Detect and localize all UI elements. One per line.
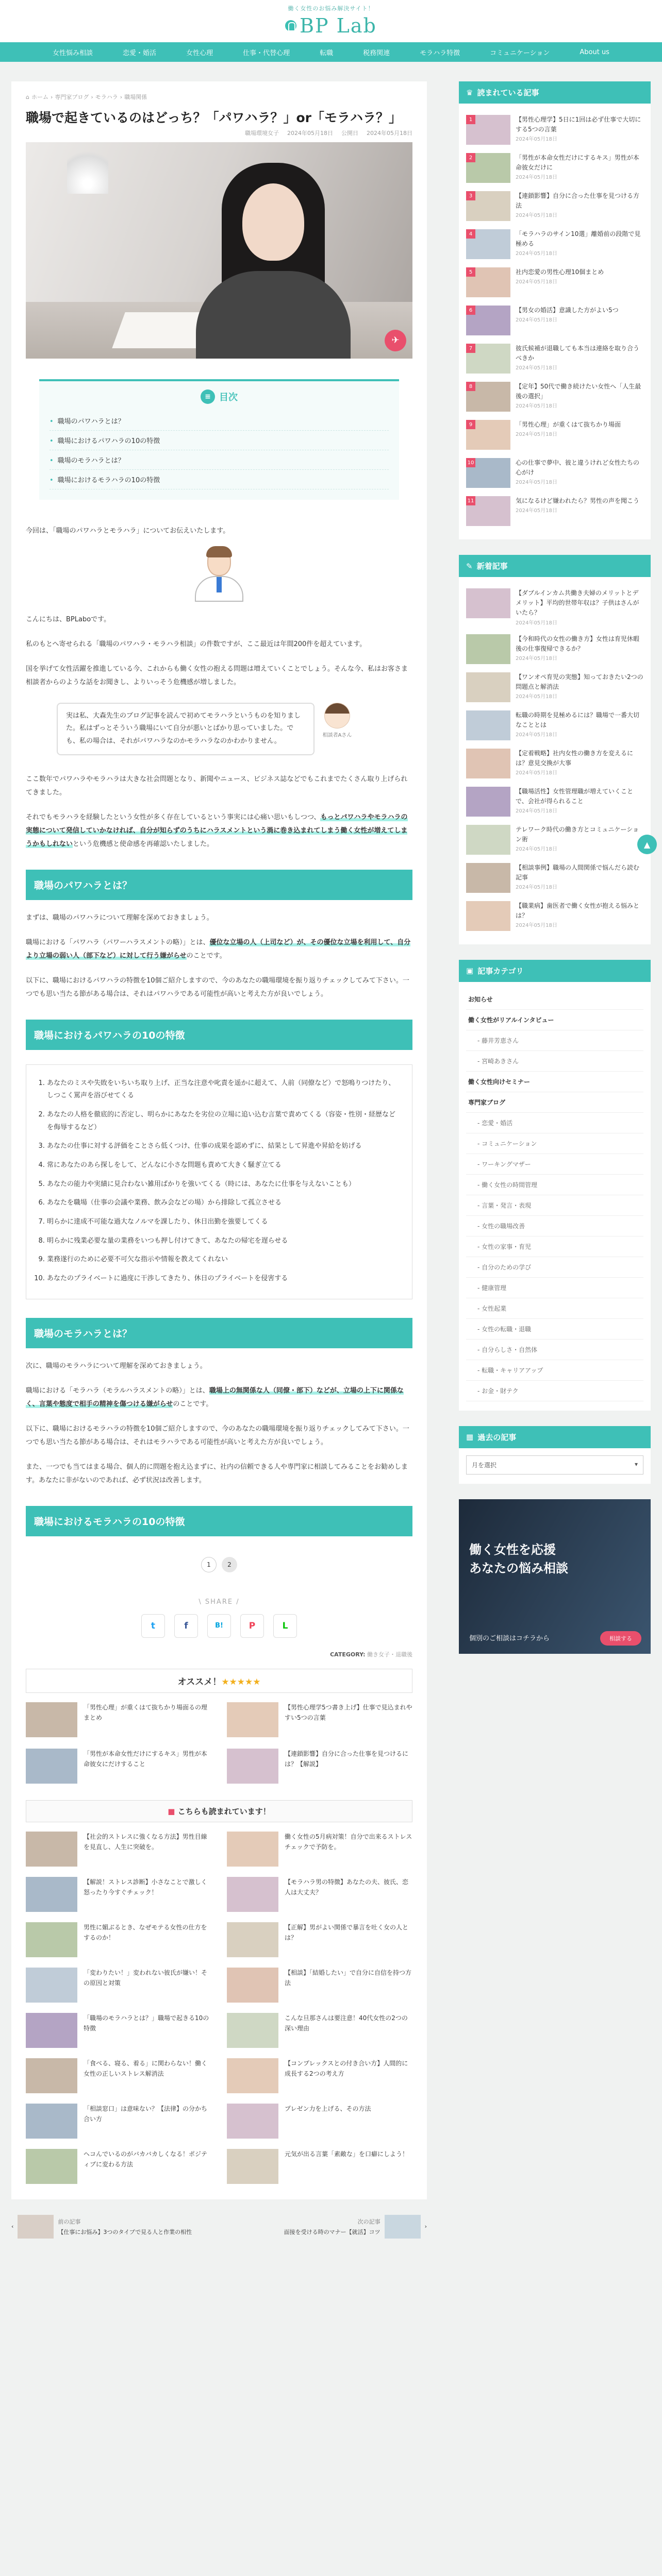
- list-item[interactable]: [26, 1922, 211, 1957]
- toc-item[interactable]: • 職場におけるモラハラの10の特徴: [49, 470, 389, 489]
- nav-item[interactable]: 税務関連: [363, 49, 390, 57]
- category-item[interactable]: - 言葉・発言・表現: [466, 1195, 643, 1216]
- list-item-title: 【モラハラ男の特徴】あなたの夫、彼氏、恋人は大丈夫？: [285, 1878, 409, 1896]
- thumbnail: [227, 1877, 278, 1912]
- list-item-title: 【男女の婚活】意識した方がよい5つ: [516, 307, 619, 314]
- list-item[interactable]: [466, 225, 643, 263]
- list-item-title: テレワーク時代の働き方とコミュニケーション術: [516, 825, 639, 843]
- list-item-date: 2024年05月18日: [516, 884, 557, 890]
- feature-item: 9. 業務遂行のために必要不可欠な指示や情報を教えてくれない: [47, 1250, 402, 1269]
- site-header: [0, 0, 662, 42]
- balloon-text: 実は私、大森先生のブログ記事を読んで初めてモラハラというものを知りました。私はずっとそういう職場にいて自分が悪いとばかり思っていました。でも、私の場合は、それがパワハラなのかモラハラなのかわかりません。: [57, 703, 315, 755]
- highlight-text: 職場上の無関係な人（同僚・部下）などが、立場の上下に関係なく、言葉や態度で相手の精神を傷つける嫌がらせ: [26, 1386, 404, 1408]
- category-item[interactable]: - 恋愛・婚活: [466, 1113, 643, 1133]
- list-item[interactable]: [466, 492, 643, 530]
- nav-item[interactable]: 女性悩み相談: [53, 49, 93, 57]
- thumbnail: [26, 2058, 77, 2093]
- list-item-title: 【正解】男がよい関係で暴言を吐く女の人とは？: [285, 1923, 409, 1942]
- list-item-title: 【ダブルインカム共働き夫婦のメリットとデメリット】平均的世帯年収は？子供はさんがいたら？: [516, 589, 639, 617]
- list-item-title: 社内恋愛の男性心理10個まとめ: [516, 268, 604, 276]
- list-item-date: 2024年05月18日: [516, 317, 557, 324]
- chevron-down-icon: ▾: [634, 1460, 638, 1468]
- list-item-date: 2024年05月18日: [516, 251, 557, 257]
- share-buttons: [26, 1614, 412, 1638]
- thumbnail: 2: [466, 153, 510, 183]
- list-item[interactable]: [466, 187, 643, 225]
- pen-icon: ✎: [466, 561, 473, 571]
- logo-text: BP Lab: [300, 14, 377, 37]
- thumbnail: [466, 588, 510, 618]
- page-2[interactable]: 2: [222, 1557, 237, 1572]
- list-item-title: 【相談】「結婚したい」で自分に自信を持つ方法: [285, 1969, 412, 1987]
- thumbnail: [227, 2058, 278, 2093]
- list-item-title: 「男性が本命女性だけにするキス」男性が本命彼女にだけすること: [84, 1750, 207, 1768]
- list-item-title: 【男性心理学5つ書き上げ】仕事で見込まれやすい5つの言葉: [285, 1703, 412, 1722]
- list-item-title: 【コンプレックスとの付き合い方】人間的に成長する2つの考え方: [285, 2059, 408, 2078]
- list-item-title: 彼氏候補が退職しても本当は連絡を取り合うべきか: [516, 345, 640, 362]
- scroll-top-button[interactable]: ▲: [637, 835, 657, 854]
- thumbnail: [227, 1702, 278, 1737]
- list-item[interactable]: [26, 1702, 211, 1737]
- folder-icon: ▣: [466, 966, 474, 976]
- list-item[interactable]: [26, 2013, 211, 2048]
- list-item[interactable]: [466, 111, 643, 149]
- thumbnail: 11: [466, 496, 510, 526]
- breadcrumb-sub[interactable]: 職場関係: [124, 94, 147, 100]
- list-item[interactable]: [466, 378, 643, 416]
- body-text: 私のもとへ寄せられる「職場のパワハラ・モラハラ相談」の件数ですが、ここ最近は年間200件を超えています。: [26, 640, 367, 648]
- share-icon[interactable]: ✈: [385, 330, 406, 351]
- thumbnail: 10: [466, 458, 510, 488]
- list-item[interactable]: [227, 2013, 412, 2048]
- thumbnail: [26, 2104, 77, 2139]
- list-item-title: 「男性心理」が重くはて抜ちかり場面: [516, 421, 621, 428]
- share-label: \ SHARE /: [198, 1598, 240, 1606]
- list-item-date: 2024年05月18日: [516, 620, 557, 626]
- list-item-title: プレゼン力を上げる、その方法: [285, 2105, 371, 2112]
- nav-item[interactable]: 恋愛・婚活: [123, 49, 157, 57]
- category-item[interactable]: - 女性の職場改善: [466, 1216, 643, 1236]
- thumbnail: [26, 1832, 77, 1867]
- body-text: 職場における「パワハラ（パワーハラスメントの略）」とは、優位な立場の人（上司など）が、その優位な立場を利用して、自分より立場の弱い人（部下など）に対して行う嫌がらせのことです。: [26, 938, 411, 960]
- list-item[interactable]: [466, 744, 643, 783]
- sidebar: [459, 81, 651, 1669]
- page-title: 職場で起きているのはどっち？「パワハラ？」or「モラハラ？」: [26, 110, 402, 125]
- list-item-title: 「相談窓口」は意味ない？【法律】の分かち合い方: [84, 2105, 208, 2123]
- thumbnail: [466, 825, 510, 855]
- thumbnail: [227, 2013, 278, 2048]
- toc-item[interactable]: • 職場のパワハラとは？: [49, 411, 389, 431]
- updated-date: 2024年05月18日: [367, 129, 412, 137]
- feature-item: 7. 明らかに達成不可能な過大なノルマを課したり、休日出勤を強要してくる: [47, 1213, 402, 1232]
- list-item[interactable]: [26, 2058, 211, 2093]
- list-item-date: 2024年05月18日: [516, 480, 557, 486]
- list-item-date: 2024年05月18日: [516, 770, 557, 776]
- greeting-text: こんにちは、BPLaboです。: [26, 615, 111, 623]
- toc-item[interactable]: • 職場におけるパワハラの10の特徴: [49, 431, 389, 450]
- list-item-title: 【男性心理学】5日に1回は必ず仕事で大切にする5つの言葉: [516, 116, 641, 133]
- breadcrumb-blog[interactable]: 専門家ブログ: [55, 94, 89, 100]
- site-tagline: 働く女性のお悩み解決サイト！: [288, 5, 374, 12]
- archive-box: [459, 1448, 651, 1484]
- post-date: 2024年05月18日: [287, 129, 333, 137]
- balloon-name: 相談者Aさん: [322, 732, 352, 738]
- list-item-title: 【今和時代の女性の働き方】女性は育児休暇後の仕事復帰できるか？: [516, 635, 640, 652]
- twitter-icon[interactable]: t: [141, 1614, 165, 1638]
- thumbnail: [26, 1749, 77, 1784]
- list-item-title: 【連鎖影響】自分に合った仕事を見つける方法: [516, 192, 640, 210]
- body-text: 国を挙げて女性活躍を推進している今、これからも働く女性の抱える問題は増えていくことでしょう。そんな今、私はお客さま相談者からのような話をお聞きし、よりいっそう危機感が増しました。: [26, 665, 408, 686]
- list-item-title: 男性に媚ぶるとき、なぜモテる女性の仕方をするのか！: [84, 1923, 207, 1942]
- thumbnail: [227, 1968, 278, 2003]
- list-item-title: 「変わりたい！」変われない彼氏が嫌い！その原因と対策: [84, 1969, 208, 1987]
- list-item-title: 【解説！ストレス診断】小さなことで激しく怒ったり今すぐチェック！: [84, 1878, 207, 1896]
- list-item[interactable]: [227, 1832, 412, 1867]
- list-item-title: 「食べる、寝る、着る」に関わらない！働く女性の正しいストレス解消法: [84, 2059, 208, 2078]
- thumbnail: [26, 2013, 77, 2048]
- post-nav: [11, 2215, 427, 2239]
- toc-title: 目次: [219, 392, 238, 403]
- category-item[interactable]: お知らせ: [466, 989, 643, 1010]
- breadcrumb-cat[interactable]: モラハラ: [95, 94, 118, 100]
- list-item[interactable]: [466, 149, 643, 187]
- hero-image: [26, 142, 412, 359]
- thumbnail: 7: [466, 344, 510, 374]
- page-1[interactable]: 1: [201, 1557, 217, 1572]
- thumbnail: 3: [466, 191, 510, 221]
- category-item[interactable]: - 自分のための学び: [466, 1257, 643, 1278]
- feature-item: 2. あなたの人格を徹底的に否定し、明らかにあなたを劣位の立場に追い込む言葉で責めてくる（容姿・性別・経歴などを侮辱するなど）: [47, 1106, 402, 1137]
- nav-item[interactable]: 転職: [320, 49, 334, 57]
- breadcrumb-home[interactable]: ホーム: [31, 94, 48, 100]
- consult-banner[interactable]: 働く女性を応援 あなたの悩み相談 個別のご相談はコチラから 相談する: [459, 1499, 651, 1654]
- thumbnail: [466, 672, 510, 702]
- section-heading: 職場のパワハラとは？: [26, 870, 412, 900]
- list-item-title: 【定年】50代で働き続けたい女性へ「人生最後の選択」: [516, 383, 641, 400]
- category-item[interactable]: - 転職・キャリアアップ: [466, 1360, 643, 1381]
- section-heading: 職場のモラハラとは？: [26, 1318, 412, 1348]
- author-name[interactable]: 職場環境女子: [245, 129, 279, 137]
- list-item[interactable]: [227, 2104, 412, 2139]
- list-item[interactable]: [466, 263, 643, 301]
- popular-list: [459, 104, 651, 539]
- category-item[interactable]: - 働く女性の時間管理: [466, 1175, 643, 1195]
- more-heading: ■ こちらも読まれています！: [26, 1800, 412, 1822]
- list-item[interactable]: [466, 668, 643, 706]
- thumbnail: [26, 1702, 77, 1737]
- list-item-title: 【連鎖影響】自分に合った仕事を見つけるには？【解説】: [285, 1750, 409, 1768]
- list-item-title: 「職場のモラハラとは？」職場で起きる10の特徴: [84, 2014, 209, 2032]
- category-item[interactable]: - 自分らしさ・自然体: [466, 1340, 643, 1360]
- list-item[interactable]: [466, 821, 643, 859]
- thumbnail: [466, 901, 510, 931]
- updated-label: 公開日: [341, 129, 358, 137]
- thumbnail: [227, 2149, 278, 2184]
- thumbnail: [26, 2149, 77, 2184]
- nav-item[interactable]: 女性心理: [186, 49, 213, 57]
- list-item-date: 2024年05月18日: [516, 403, 557, 410]
- category-item[interactable]: - 藤井芳恵さん: [466, 1030, 643, 1051]
- list-item[interactable]: [466, 897, 643, 935]
- list-item[interactable]: [26, 1749, 211, 1784]
- list-item-date: 2024年05月18日: [516, 508, 557, 514]
- thumbnail: 4: [466, 229, 510, 259]
- thumbnail: 1: [466, 115, 510, 145]
- crown-icon: ♛: [466, 88, 473, 97]
- nav-item[interactable]: モラハラ特徴: [420, 49, 460, 57]
- list-item-title: 気になるけど嫌われたら？男性の声を聞こう: [516, 497, 640, 504]
- list-item-title: 元気が出る言葉「素敵な」を口癖にしよう！: [285, 2150, 409, 2158]
- table-of-contents: [39, 379, 399, 500]
- thumbnail: 9: [466, 420, 510, 450]
- category-item[interactable]: - 健康管理: [466, 1278, 643, 1298]
- thumbnail: [26, 1877, 77, 1912]
- list-item-date: 2024年05月18日: [516, 732, 557, 738]
- list-item-date: 2024年05月18日: [516, 432, 557, 438]
- thumbnail: [227, 1749, 278, 1784]
- category-heading: ▣ 記事カテゴリ: [459, 960, 651, 982]
- category-item[interactable]: - 宮崎あきさん: [466, 1051, 643, 1072]
- next-post-link[interactable]: 次の記事 面接を受ける時のマナー【就活】コツ ›: [241, 2215, 427, 2239]
- list-item[interactable]: [466, 584, 643, 630]
- feature-item: 4. 常にあなたのあら探しをして、どんなに小さな問題も責めて大きく騒ぎ立てる: [47, 1156, 402, 1175]
- list-item-date: 2024年05月18日: [516, 922, 557, 928]
- related-grid: [26, 1832, 412, 2048]
- list-item-title: ヘコんでいるのがバカバカしくなる！ポジティブに変わる方法: [84, 2150, 208, 2168]
- nav-item[interactable]: 仕事・代替心理: [243, 49, 290, 57]
- body-text: ここ数年でパワハラやモラハラは大きな社会問題となり、新聞やニュース、ビジネス誌などでもこれまでたくさん取り上げられてきました。: [26, 775, 408, 796]
- list-item-date: 2024年05月18日: [516, 137, 557, 143]
- thumbnail: [26, 1922, 77, 1957]
- list-item[interactable]: [227, 2058, 412, 2093]
- list-item-title: 【職業病】歯医者で働く女性が抱える悩みとは？: [516, 902, 640, 919]
- list-item[interactable]: [466, 859, 643, 897]
- list-item-title: 【ワンオペ育児の実態】知っておきたい2つの問題点と解消法: [516, 673, 643, 690]
- body-text: 以下に、職場におけるパワハラの特徴を10個ご紹介しますので、今のあなたの職場環境を振り返りチェックしてみて下さい。一つでも思い当たる節がある場合は、それはパワハラである可能性が高いと考えた方が良いでしょう。: [26, 976, 409, 998]
- article: [11, 81, 427, 2199]
- list-item[interactable]: [26, 2104, 211, 2139]
- recommend-heading: オススメ！★★★★★: [26, 1669, 412, 1693]
- body-text: 次に、職場のモラハラについて理解を深めておきましょう。: [26, 1362, 207, 1370]
- toc-item[interactable]: • 職場のモラハラとは？: [49, 450, 389, 470]
- feature-item: 3. あなたの仕事に対する評価をことさら低くつけ、仕事の成果を認めずに、結果として昇進や昇給を妨げる: [47, 1137, 402, 1156]
- list-item[interactable]: [466, 706, 643, 744]
- list-item[interactable]: [227, 1877, 412, 1912]
- category-item[interactable]: 専門家ブログ: [466, 1092, 643, 1113]
- category-item[interactable]: - 女性起業: [466, 1298, 643, 1319]
- list-item-title: 心の仕事で夢中、彼と違うけれど女性たちの心がけ: [516, 459, 640, 477]
- line-icon[interactable]: L: [273, 1614, 297, 1638]
- category-line: CATEGORY: 働き女子・退職後: [330, 1651, 412, 1658]
- category-item[interactable]: 働く女性向けセミナー: [466, 1072, 643, 1092]
- thumbnail: [466, 863, 510, 893]
- list-item[interactable]: [466, 416, 643, 454]
- category-item[interactable]: - コミュニケーション: [466, 1133, 643, 1154]
- list-icon: ≡: [201, 389, 215, 404]
- list-item[interactable]: [466, 301, 643, 340]
- thumbnail: [26, 1968, 77, 2003]
- category-item[interactable]: - お金・財テク: [466, 1381, 643, 1401]
- list-item[interactable]: [227, 1922, 412, 1957]
- calendar-icon: ▦: [466, 1432, 474, 1442]
- body-text: 以下に、職場におけるモラハラの特徴を10個ご紹介しますので、今のあなたの職場環境を振り返りチェックしてみて下さい。一つでも思い当たる節がある場合は、それはモラハラである可能性が高いと考えた方が良いでしょう。: [26, 1425, 409, 1446]
- category-item[interactable]: - ワーキングマザー: [466, 1154, 643, 1175]
- new-list: [459, 577, 651, 944]
- list-item-title: 「男性心理」が重くはて抜ちかり場面るの理まとめ: [84, 1703, 208, 1722]
- list-item-title: 【相談事例】職場の人間関係で悩んだら読む記事: [516, 863, 640, 881]
- thumbnail: [466, 787, 510, 817]
- list-item-date: 2024年05月18日: [516, 213, 557, 219]
- archive-select[interactable]: 月を選択 ▾: [466, 1455, 643, 1475]
- category-link[interactable]: 働き女子・退職後: [367, 1651, 412, 1658]
- banner-cta-button[interactable]: 相談する: [600, 1631, 641, 1646]
- list-item[interactable]: [466, 630, 643, 668]
- body-text: それでもモラハラを経験したという女性が多く存在しているという事実には心痛い思いもしつつ、もっとパワハラやモラハラの実態について発信していかなければ、自分が知らずのうちにハラスメントという渦に巻き込まれてしまう働く女性が増えてしまうかもしれないという危機感と使命感を再確認いたしました。: [26, 813, 408, 848]
- list-item[interactable]: [466, 340, 643, 378]
- list-item[interactable]: [227, 2149, 412, 2184]
- list-item-title: 【社会的ストレスに強くなる方法】男性目線を見直し、人生に突破を。: [84, 1833, 207, 1851]
- list-item-title: 【定着戦略】社内女性の働き方を変えるには？意見交換が大事: [516, 749, 634, 767]
- thumbnail: [466, 710, 510, 740]
- list-item-title: 働く女性の5月病対策！自分で出来るストレスチェックで予防を。: [285, 1833, 412, 1851]
- intro-text: 今回は、「職場のパワハラとモラハラ」についてお伝えいたします。: [26, 527, 230, 535]
- category-item[interactable]: - 女性の転職・退職: [466, 1319, 643, 1340]
- list-item[interactable]: [227, 1749, 412, 1784]
- section-heading: 職場におけるモラハラの10の特徴: [26, 1506, 412, 1536]
- list-item-date: 2024年05月18日: [516, 175, 557, 181]
- thumbnail: 8: [466, 382, 510, 412]
- pocket-icon[interactable]: P: [240, 1614, 264, 1638]
- highlight-text: もっとパワハラやモラハラの実態について発信していかなければ、自分が知らずのうちにハラスメントという渦に巻き込まれてしまう働く女性が増えてしまうかもしれない: [26, 813, 408, 848]
- feature-item: 8. 明らかに残業必要な量の業務をいつも押し付けてきて、あなたの帰宅を遅らせる: [47, 1232, 402, 1251]
- new-heading: ✎ 新着記事: [459, 555, 651, 577]
- list-item[interactable]: [227, 1702, 412, 1737]
- category-item[interactable]: 働く女性がリアルインタビュー: [466, 1010, 643, 1030]
- post-meta: [26, 129, 412, 137]
- list-item-title: 【職場活性】女性管理職が増えていくことで、会社が得られること: [516, 787, 634, 805]
- speech-balloon: [57, 703, 412, 755]
- feature-item: 5. あなたの能力や実績に見合わない雑用ばかりを強いてくる（時には、あなたに仕事を与えないことも）: [47, 1175, 402, 1194]
- doctor-avatar: [191, 545, 247, 602]
- archive-heading: ▦ 過去の記事: [459, 1426, 651, 1448]
- recommend-grid: [26, 1702, 412, 1784]
- list-item-date: 2024年05月18日: [516, 846, 557, 852]
- global-nav: [0, 42, 662, 62]
- list-item[interactable]: [26, 1832, 211, 1867]
- feature-item: 6. あなたを職場（仕事の会議や業務、飲み会などの場）から排除して孤立させる: [47, 1194, 402, 1213]
- body-text: まずは、職場のパワハラについて理解を深めておきましょう。: [26, 913, 213, 922]
- thumbnail: [227, 1832, 278, 1867]
- list-item-date: 2024年05月18日: [516, 279, 557, 285]
- lightbulb-icon: [285, 20, 296, 31]
- highlight-text: 優位な立場の人（上司など）が、その優位な立場を利用して、自分より立場の弱い人（部下など）に対して行う嫌がらせ: [26, 938, 411, 960]
- feature-list-box: [26, 1064, 412, 1299]
- popular-heading: ♛ 読まれている記事: [459, 81, 651, 104]
- pagination: [26, 1557, 412, 1572]
- body-text: また、一つでも当てはまる場合、個人的に問題を抱え込まずに、社内の信頼できる人や専門家に相談してみることをお勧めします。あなたに非がないのであれば、必ず状況は改善します。: [26, 1463, 408, 1484]
- thumbnail: [466, 749, 510, 778]
- section-heading: 職場におけるパワハラの10の特徴: [26, 1020, 412, 1050]
- list-item-title: 転職の時期を見極めるには？職場で一番大切なこととは: [516, 711, 640, 728]
- list-item[interactable]: [26, 2149, 211, 2184]
- list-item-date: 2024年05月18日: [516, 808, 557, 814]
- list-item-date: 2024年05月18日: [516, 693, 557, 700]
- home-icon: ⌂: [26, 93, 29, 100]
- category-item[interactable]: - 女性の家事・育児: [466, 1236, 643, 1257]
- prev-post-link[interactable]: ‹ 前の記事 【仕事にお悩み】3つのタイプで見る人と作業の相性: [11, 2215, 197, 2239]
- thumbnail: 6: [466, 306, 510, 335]
- nav-item[interactable]: コミュニケーション: [490, 49, 550, 57]
- breadcrumb: ⌂ ホーム › 専門家ブログ › モラハラ › 職場関係: [26, 93, 147, 100]
- list-item-title: 「モラハラのサイン10選」離婚前の段階で見極める: [516, 230, 641, 248]
- hatena-icon[interactable]: B!: [207, 1614, 231, 1638]
- list-item[interactable]: [26, 1877, 211, 1912]
- thumbnail: [227, 2104, 278, 2139]
- category-box: [459, 982, 651, 1411]
- facebook-icon[interactable]: f: [174, 1614, 198, 1638]
- list-item-title: こんな旦那さんは要注意！40代女性の2つの深い理由: [285, 2014, 408, 2032]
- thumbnail: [227, 1922, 278, 1957]
- body-text: 職場における「モラハラ（モラルハラスメントの略）」とは、職場上の無関係な人（同僚・部下）などが、立場の上下に関係なく、言葉や態度で相手の精神を傷つける嫌がらせのことです。: [26, 1386, 404, 1408]
- site-logo[interactable]: [285, 14, 377, 37]
- avatar: [324, 703, 350, 728]
- nav-item[interactable]: About us: [580, 48, 609, 56]
- list-item[interactable]: [227, 1968, 412, 2003]
- feature-item: 10. あなたのプライベートに過度に干渉してきたり、休日のプライベートを侵害する: [47, 1269, 402, 1289]
- thumbnail: [466, 634, 510, 664]
- list-item-date: 2024年05月18日: [516, 365, 557, 371]
- list-item-title: 「男性が本命女性だけにするキス」男性が本命彼女だけに: [516, 154, 639, 172]
- list-item-date: 2024年05月18日: [516, 655, 557, 662]
- list-item[interactable]: [466, 783, 643, 821]
- list-item[interactable]: [26, 1968, 211, 2003]
- list-item[interactable]: [466, 454, 643, 492]
- feature-item: 1. あなたのミスや失敗をいちいち取り上げ、正当な注意や叱責を遥かに超えて、人前（同僚など）で怒鳴りつけたり、しつこく罵声を浴びせてくる: [47, 1074, 402, 1106]
- thumbnail: 5: [466, 267, 510, 297]
- related-grid: [26, 2058, 412, 2184]
